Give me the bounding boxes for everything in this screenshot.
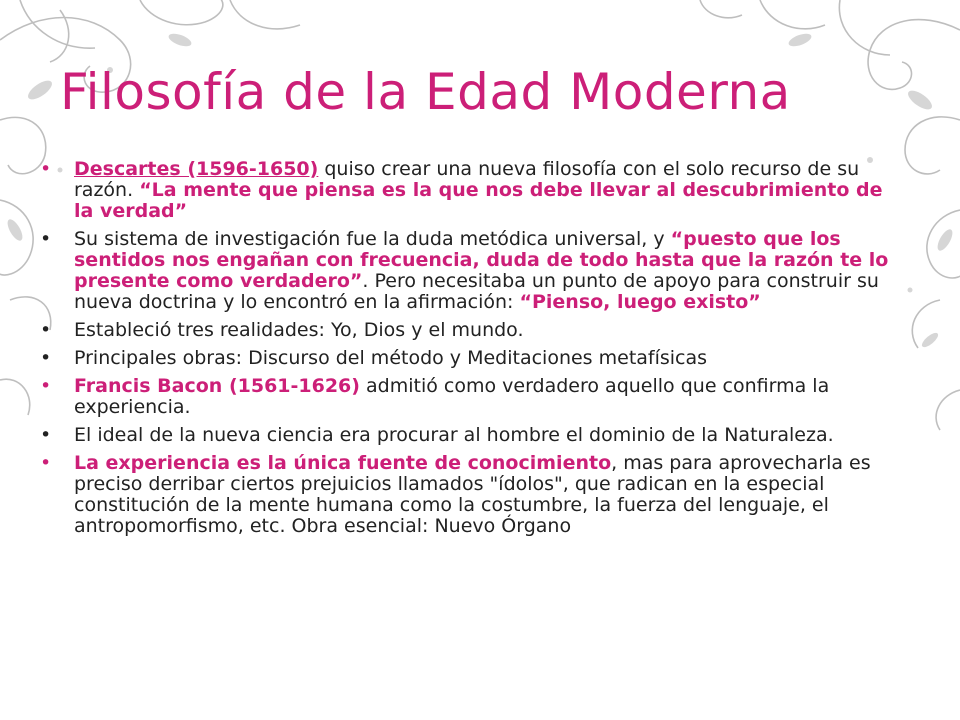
bullet-list [40,159,890,544]
bullet-dot: • [40,375,52,397]
descartes-name: Descartes (1596-1650) [74,158,319,180]
works-text: Principales obras: Discurso del método y Meditaciones metafísicas [74,347,708,369]
bacon-name: Francis Bacon (1561-1626) [74,375,360,397]
bullet-item-method [40,229,890,313]
experience-text: , mas para aprovecharla es preciso derribar ciertos prejuicios llamados "ídolos", que radican en la especial constitución de la mente humana como la costumbre, la fuerza del lenguaje, el antropomorfismo, etc. Obra esencial: Nuevo Órgano [74,452,871,537]
descartes-quote: “La mente que piensa es la que nos debe llevar al descubrimiento de la verdad” [74,179,883,222]
descartes-text: quiso crear una nueva filosofía con el solo recurso de su razón. [74,158,860,201]
realities-text: Estableció tres realidades: Yo, Dios y el mundo. [74,319,524,341]
bullet-item-descartes [40,159,890,222]
method-quote-2: “Pienso, luego existo” [519,291,761,313]
bullet-item-experience [40,453,890,537]
bullet-dot: • [40,424,52,446]
bullet-dot: • [40,452,52,474]
bullet-dot: • [40,319,52,341]
bullet-item-bacon [40,376,890,418]
experience-lead: La experiencia es la única fuente de conocimiento [74,452,612,474]
bullet-dot: • [40,158,52,180]
method-quote-1: “puesto que los sentidos nos engañan con frecuencia, duda de todo hasta que la razón te lo presente como verdadero” [74,228,889,292]
method-text-1: Su sistema de investigación fue la duda metódica universal, y [74,228,671,250]
slide-title: Filosofía de la Edad Moderna [60,63,791,121]
bacon-text: admitió como verdadero aquello que confirma la experiencia. [74,375,830,418]
method-text-2: . Pero necesitaba un punto de apoyo para construir su nueva doctrina y lo encontró en la afirmación: [74,270,879,313]
ideal-text: El ideal de la nueva ciencia era procurar al hombre el dominio de la Naturaleza. [74,424,834,446]
bullet-item-realities [40,320,890,341]
bullet-item-ideal [40,425,890,446]
bullet-item-works [40,348,890,369]
bullet-dot: • [40,228,52,250]
bullet-dot: • [40,347,52,369]
